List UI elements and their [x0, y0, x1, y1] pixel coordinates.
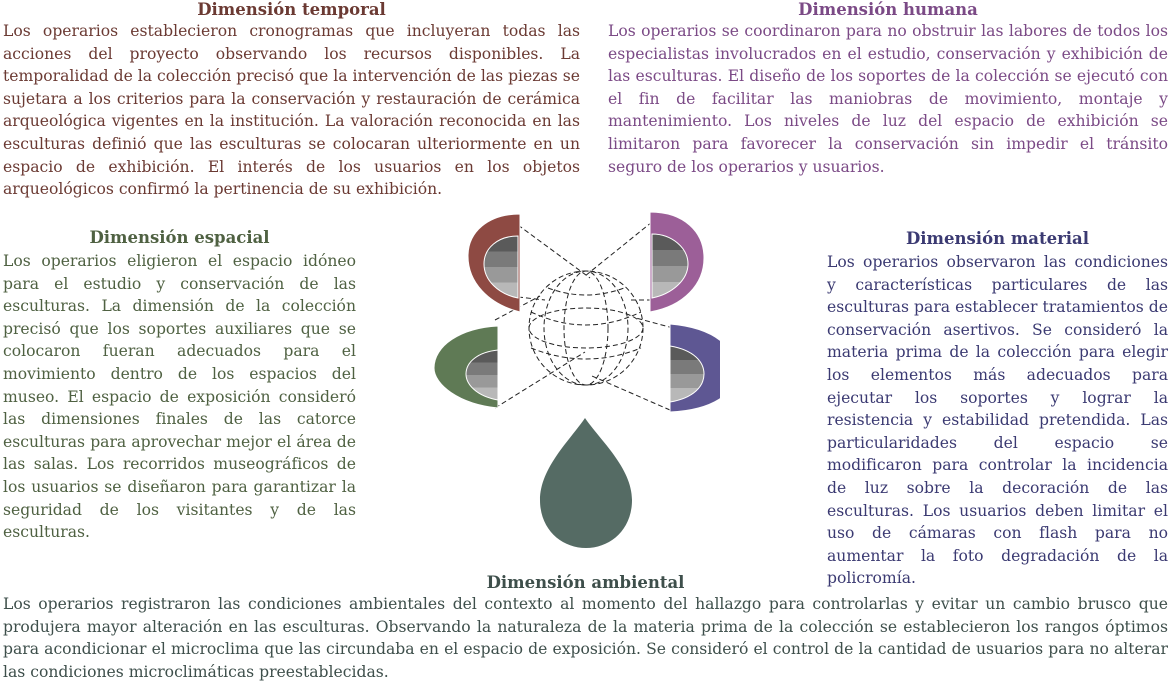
espacial-title: Dimensión espacial — [89, 228, 270, 247]
sphere-arc-top — [548, 288, 624, 295]
espacial-text: Los operarios eligieron el espacio idóneo para el estudio y conservación de las esculturas. La dimensión de la colección precisó que los soportes auxiliares que se colocaron fueran adecuados para el movimiento dentro de los espacios del museo. El espacio de exposición consideró las dimensiones finales de las catorce esculturas para aprovechar mejor el área de las salas. Los recorridos museográficos de los usuarios se diseñaron para garantizar la seguridad de los visitantes y de las esculturas. — [3, 252, 356, 542]
petal-temporal — [468, 214, 520, 312]
material-text: Los operarios observaron las condiciones y características particulares de las esculturas para establecer tratamientos de conservación asertivos. Se consideró la materia prima de la colección para elegir los elementos más adecuados para ejecutar los soportes y lograr la resistencia y estabilidad pretendida. Las particularidades del espacio se modificaron para controlar la incidencia de luz sobre la decoración de las esculturas. Los usuarios deben limitar el uso de cámaras con flash para no aumentar la foto degradación de la policromía. — [827, 253, 1168, 588]
connector-humana — [585, 222, 652, 276]
sphere-outline — [529, 271, 643, 385]
sphere-equator — [529, 308, 643, 348]
petal-espacial — [434, 326, 498, 408]
temporal-section — [3, 0, 580, 201]
ambiental-text: Los operarios registraron las condiciones ambientales del contexto al momento del hallazgo para controlarlas y evitar un cambio brusco que produjera mayor alteración en las esculturas. Observando la naturaleza de la materia prima de la colección se establecieron los rangos óptimos para acondicionar el microclima que las circundaba en el espacio de exposición. Se consideró el control de la cantidad de usuarios para no alterar las condiciones microclimáticas preestablecidas. — [3, 595, 1168, 681]
petal-material — [670, 324, 720, 412]
connector-lines — [495, 222, 673, 410]
petal-ambiental — [540, 418, 632, 548]
material-section — [827, 229, 1168, 590]
ambiental-section — [3, 573, 1168, 683]
sphere-arc-upper — [531, 312, 641, 325]
sphere-arc-lower — [531, 348, 641, 359]
connector-temporal — [518, 225, 590, 278]
temporal-title: Dimensión temporal — [197, 0, 386, 19]
connector-temporal-lower — [518, 297, 545, 300]
connector-espacial-lower — [495, 352, 585, 408]
temporal-text: Los operarios establecieron cronogramas que incluyeran todas las acciones del proyecto observando los recursos disponibles. La temporalidad de la colección precisó que la intervención de las piezas se sujetara a los criterios para la conservación y restauración de cerámica arqueológica vigentes en la institución. La valoración reconocida en las esculturas definió que las esculturas se colocaran ulteriormente en un espacio de exhibición. El interés de los usuarios en los objetos arqueológicos confirmó la pertinencia de su exhibición. — [3, 22, 580, 199]
humana-title: Dimensión humana — [798, 0, 978, 19]
humana-section — [608, 0, 1168, 178]
espacial-section — [3, 228, 356, 544]
sphere-meridian — [564, 271, 608, 385]
dimensions-diagram — [420, 200, 720, 560]
humana-text: Los operarios se coordinaron para no obstruir las labores de todos los especialistas involucrados en el estudio, conservación y exhibición de las esculturas. El diseño de los soportes de la colección se ejecutó con el fin de facilitar las maniobras de movimiento, montaje y mantenimiento. Los niveles de luz del espacio de exhibición se limitaron para favorecer la conservación sin impedir el tránsito seguro de los operarios y usuarios. — [608, 22, 1168, 176]
wireframe-sphere — [529, 271, 643, 385]
ambiental-title: Dimensión ambiental — [486, 573, 685, 592]
petal-humana — [650, 212, 704, 312]
sphere-meridian-outer — [544, 271, 628, 385]
material-title: Dimensión material — [905, 229, 1090, 248]
connector-material-lower — [592, 376, 670, 410]
